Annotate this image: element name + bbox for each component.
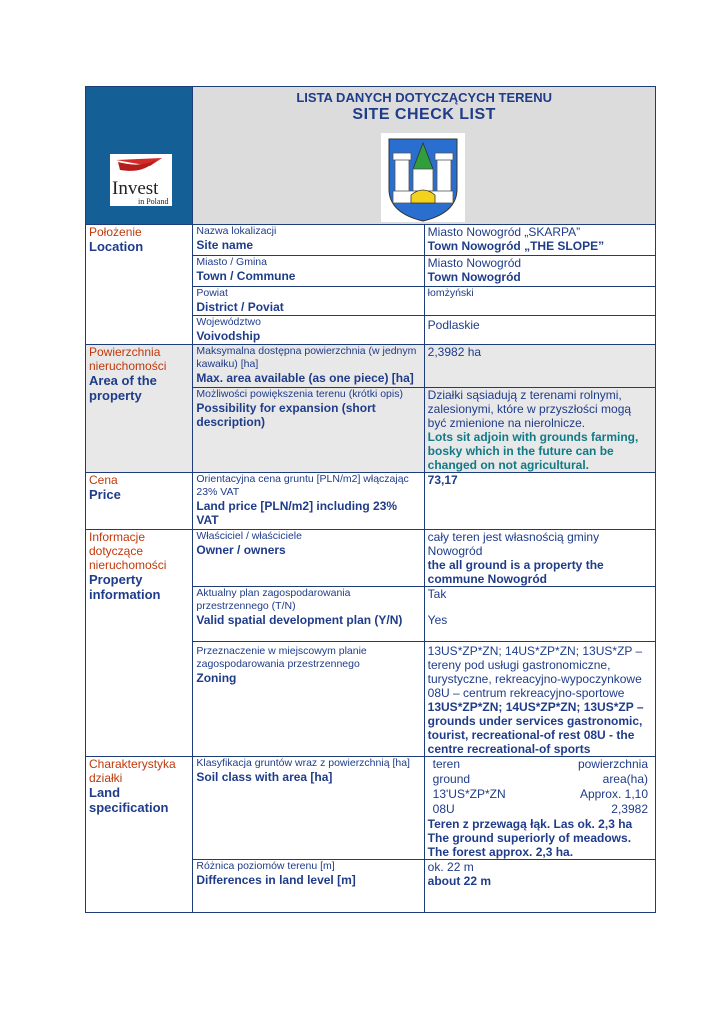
district-label-en: District / Poviat [196, 300, 284, 314]
district-value-text: łomżyński [427, 287, 474, 299]
site-name-value [424, 225, 655, 256]
soil-cell: 2,3982 [611, 802, 648, 816]
section-property [86, 530, 193, 757]
header-brand-cell [86, 87, 193, 225]
soil-note-pl: Teren z przewagą łąk. Las ok. 2,3 ha [427, 817, 633, 831]
level-label-en: Differences in land level [m] [196, 873, 356, 887]
zoning-value [424, 642, 655, 757]
plan-label-pl: Aktualny plan zagospodarowania przestrzennego (T/N) [196, 587, 351, 612]
section-location-en: Location [89, 239, 144, 254]
soil-cell: teren [432, 757, 461, 771]
owner-label-en: Owner / owners [196, 543, 286, 557]
row-soil [86, 757, 656, 860]
section-price [86, 473, 193, 530]
title-en: SITE CHECK LIST [352, 106, 496, 123]
section-area-pl: Powierzchnia nieruchomości [89, 345, 167, 373]
zoning-label [193, 642, 424, 757]
level-value-pl: ok. 22 m [427, 860, 474, 874]
soil-cell: Approx. 1,10 [579, 787, 648, 801]
level-label-pl: Różnica poziomów terenu [m] [196, 860, 335, 872]
voivodship-label-pl: Województwo [196, 316, 261, 328]
soil-label-pl: Klasyfikacja gruntów wraz z powierzchnią [ha] [196, 757, 410, 769]
soil-cell: area(ha) [602, 772, 648, 786]
voivodship-value-text: Podlaskie [427, 318, 480, 332]
level-value-en: about 22 m [427, 874, 492, 888]
soil-cell: 08U [432, 802, 455, 816]
district-value [424, 287, 655, 316]
zoning-label-pl: Przeznaczenie w miejscowym planie zagospodarowania przestrzennego [196, 645, 367, 670]
plan-value-en: Yes [427, 613, 448, 627]
owner-value-pl: cały teren jest własnością gminy Nowogród [427, 530, 600, 558]
soil-cell: powierzchnia [577, 757, 648, 771]
section-land-pl: Charakterystyka działki [89, 757, 176, 785]
owner-value [424, 530, 655, 587]
header-row [86, 87, 656, 225]
title-pl: LISTA DANYCH DOTYCZĄCYCH TERENU [296, 90, 553, 105]
max-area-value [424, 345, 655, 388]
plan-label [193, 587, 424, 642]
site-name-label-pl: Nazwa lokalizacji [196, 225, 277, 237]
commune-label [193, 256, 424, 287]
max-area-label-en: Max. area available (as one piece) [ha] [196, 371, 414, 385]
expansion-label [193, 388, 424, 473]
section-location [86, 225, 193, 345]
level-value [424, 860, 655, 913]
max-area-label [193, 345, 424, 388]
voivodship-label [193, 316, 424, 345]
row-land-price [86, 473, 656, 530]
district-label-pl: Powiat [196, 287, 228, 299]
section-property-en: Property information [89, 572, 161, 602]
town-crest-icon [381, 133, 465, 222]
site-check-table [85, 86, 656, 913]
section-land-en: Land specification [89, 785, 169, 815]
max-area-value-text: 2,3982 ha [427, 345, 482, 359]
voivodship-label-en: Voivodship [196, 329, 261, 343]
commune-label-en: Town / Commune [196, 269, 296, 283]
land-price-value-text: 73,17 [427, 473, 458, 487]
soil-cell: 13'US*ZP*ZN [432, 787, 506, 801]
site-name-label [193, 225, 424, 256]
expansion-label-en: Possibility for expansion (short description) [196, 401, 376, 429]
section-price-en: Price [89, 487, 121, 502]
site-name-value-pl: Miasto Nowogród „SKARPA” [427, 225, 581, 239]
soil-value [424, 757, 655, 860]
expansion-label-pl: Możliwości powiększenia terenu (krótki opis) [196, 388, 403, 400]
owner-label-pl: Właściciel / właściciele [196, 530, 302, 542]
section-location-pl: Położenie [89, 225, 142, 239]
land-price-label-pl: Orientacyjna cena gruntu [PLN/m2] włączając 23% VAT [196, 473, 409, 498]
district-label [193, 287, 424, 316]
section-area-en: Area of the property [89, 373, 157, 403]
logo-subtitle-text: in Poland [138, 197, 169, 206]
soil-class-table [428, 757, 652, 817]
land-price-label-en: Land price [PLN/m2] including 23% VAT [196, 499, 398, 527]
zoning-value-en: 13US*ZP*ZN; 14US*ZP*ZN; 13US*ZP – grounds under services gastronomic, tourist, recreational-of rest 08U - the centre recreational-of sports [427, 700, 644, 756]
row-site-name [86, 225, 656, 256]
site-name-label-en: Site name [196, 238, 254, 252]
header-title-cell [193, 87, 656, 225]
section-price-pl: Cena [89, 473, 118, 487]
logo-brand-text: Invest [112, 178, 159, 199]
voivodship-value [424, 316, 655, 345]
plan-value [424, 587, 655, 642]
zoning-label-en: Zoning [196, 671, 237, 685]
row-max-area [86, 345, 656, 388]
soil-label [193, 757, 424, 860]
soil-cell: ground [432, 772, 471, 786]
plan-label-en: Valid spatial development plan (Y/N) [196, 613, 403, 627]
max-area-label-pl: Maksymalna dostępna powierzchnia (w jednym kawałku) [ha] [196, 345, 417, 370]
commune-value-pl: Miasto Nowogród [427, 256, 522, 270]
zoning-value-pl: 13US*ZP*ZN; 14US*ZP*ZN; 13US*ZP – tereny pod usługi gastronomiczne, turystyczne, rekreacyjno-wypoczynkowe 08U – centrum rekreacyjno-sportowe [427, 644, 643, 700]
site-name-value-en: Town Nowogród „THE SLOPE” [427, 239, 605, 253]
site-check-list-sheet [85, 86, 656, 912]
commune-value-en: Town Nowogród [427, 270, 521, 284]
section-property-pl: Informacje dotyczące nieruchomości [89, 530, 167, 572]
commune-value [424, 256, 655, 287]
expansion-value [424, 388, 655, 473]
soil-label-en: Soil class with area [ha] [196, 770, 333, 784]
land-price-label [193, 473, 424, 530]
row-owner [86, 530, 656, 587]
section-land [86, 757, 193, 913]
invest-in-poland-logo [110, 154, 172, 206]
expansion-value-pl: Działki sąsiadują z terenami rolnymi, zalesionymi, które w przyszłości mogą być zmienione na nierolnicze. [427, 388, 632, 430]
soil-note-en: The ground superiorly of meadows. The forest approx. 2,3 ha. [427, 831, 632, 859]
section-area [86, 345, 193, 473]
owner-label [193, 530, 424, 587]
level-label [193, 860, 424, 913]
plan-value-pl: Tak [427, 587, 447, 601]
land-price-value [424, 473, 655, 530]
commune-label-pl: Miasto / Gmina [196, 256, 267, 268]
owner-value-en: the all ground is a property the commune Nowogród [427, 558, 604, 586]
expansion-value-en: Lots sit adjoin with grounds farming, bosky which in the future can be changed on not agricultural. [427, 430, 639, 472]
